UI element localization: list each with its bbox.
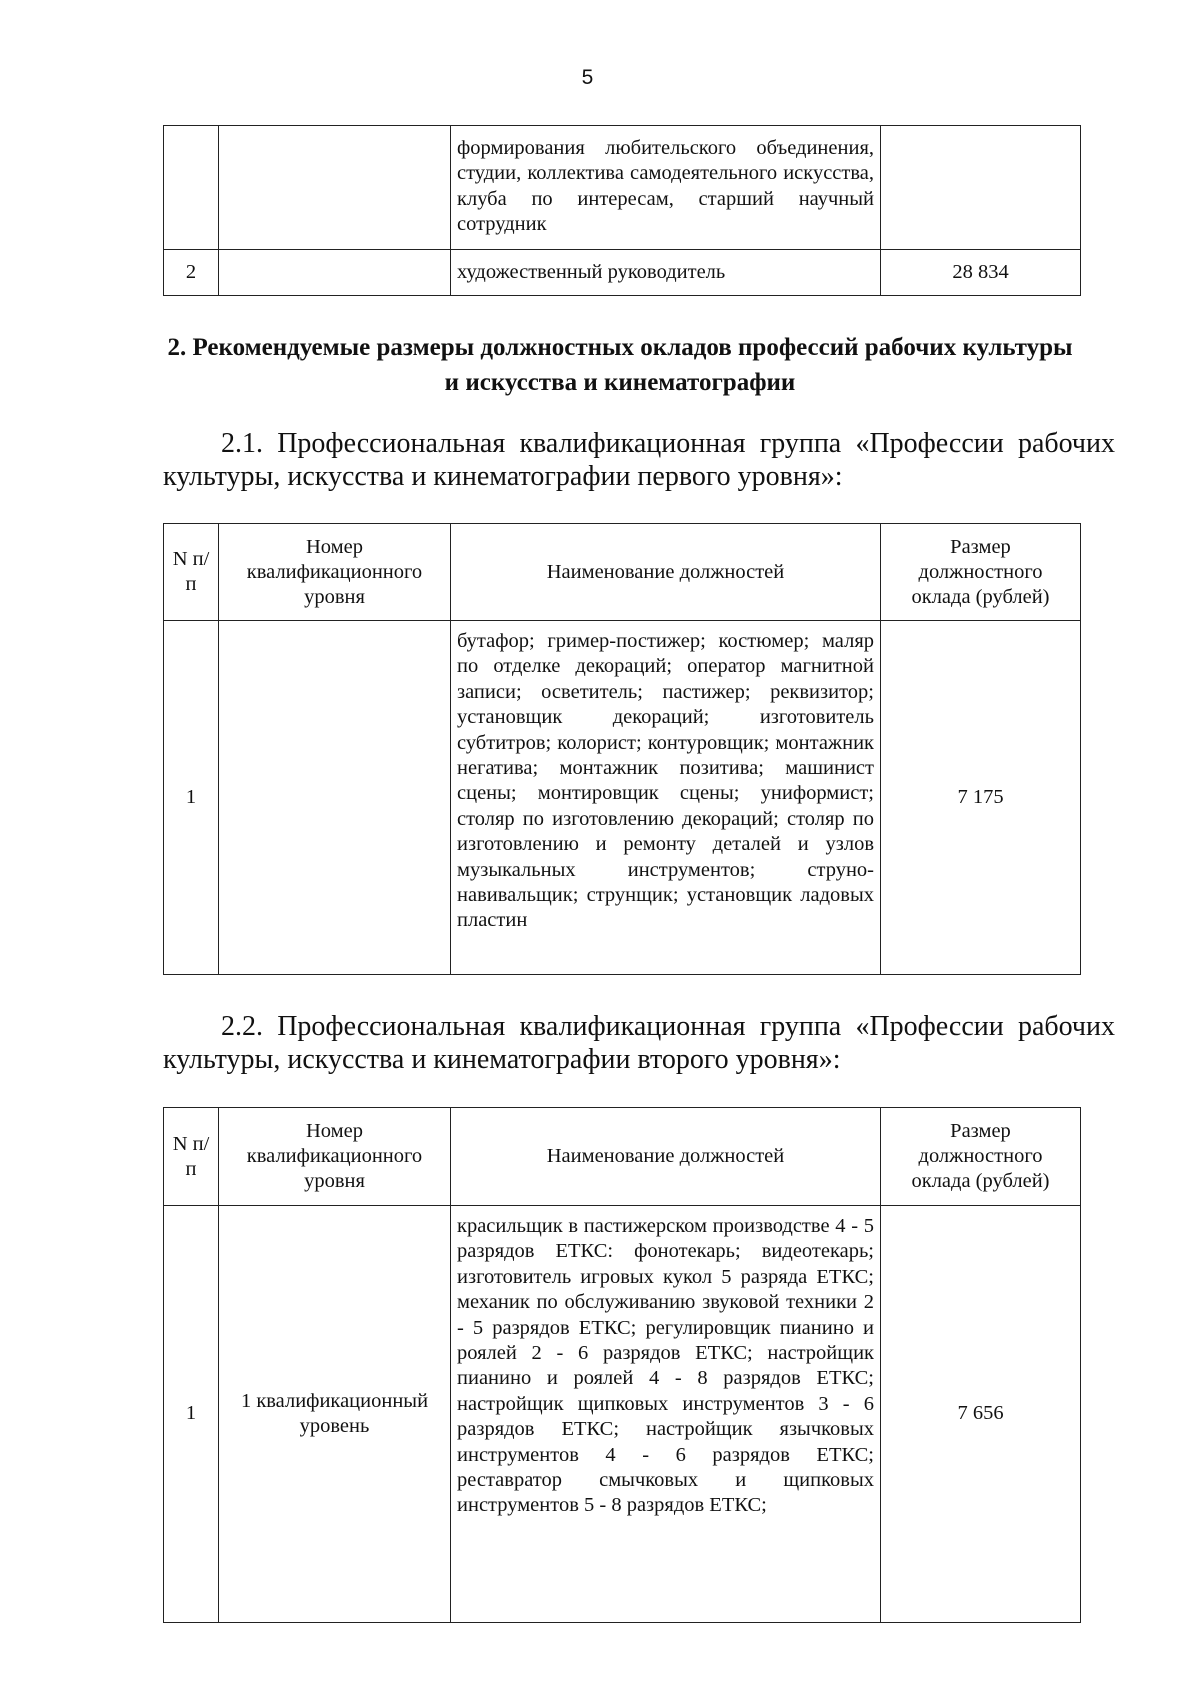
table-row bbox=[164, 250, 1081, 296]
page-number: 5 bbox=[581, 66, 594, 89]
header-level: Номер квалификационного уровня bbox=[219, 1108, 451, 1206]
row-number: 1 bbox=[164, 1206, 219, 1623]
header-positions: Наименование должностей bbox=[451, 1108, 881, 1206]
positions-cell: художественный руководитель bbox=[451, 250, 881, 296]
header-level: Номер квалификационного уровня bbox=[219, 524, 451, 621]
positions-cell: формирования любительского объединения, студии, коллектива самодеятельного искусства, клуба по интересам, старший научный сотрудник bbox=[451, 126, 881, 250]
qualification-level bbox=[219, 126, 451, 250]
header-number: N п/п bbox=[164, 524, 219, 621]
subsection-2-2-text: 2.2. Профессиональная квалификационная группа «Профессии рабочих культуры, искусства и кинематографии второго уровня»: bbox=[163, 1011, 1115, 1075]
row-number: 2 bbox=[164, 250, 219, 296]
salary-cell bbox=[881, 126, 1081, 250]
continued-table bbox=[163, 125, 1081, 296]
salary-cell: 7 175 bbox=[881, 621, 1081, 975]
table-2-1 bbox=[163, 523, 1081, 975]
subsection-2-1-text: 2.1. Профессиональная квалификационная группа «Профессии рабочих культуры, искусства и кинематографии первого уровня»: bbox=[163, 428, 1115, 492]
header-number: N п/п bbox=[164, 1108, 219, 1206]
row-number: 1 bbox=[164, 621, 219, 975]
table-2-2 bbox=[163, 1107, 1081, 1623]
header-positions: Наименование должностей bbox=[451, 524, 881, 621]
row-number bbox=[164, 126, 219, 250]
table-header-row bbox=[164, 524, 1081, 621]
positions-cell: красильщик в пастижерском производстве 4 - 5 разрядов ЕТКС: фонотекарь; видеотекарь; изготовитель игровых кукол 5 разряда ЕТКС; механик по обслуживанию звуковой техники 2 - 5 разрядов ЕТКС; регулировщик пианино и роялей 2 - 6 разрядов ЕТКС; настройщик пианино и роялей 4 - 8 разрядов ЕТКС; настройщик щипковых инструментов 3 - 6 разрядов ЕТКС; настройщик язычковых инструментов 4 - 6 разрядов ЕТКС; реставратор смычковых и щипковых инструментов 5 - 8 разрядов ЕТКС; bbox=[451, 1206, 881, 1623]
header-salary: Размер должностного оклада (рублей) bbox=[881, 524, 1081, 621]
table-row bbox=[164, 621, 1081, 975]
header-salary: Размер должностного оклада (рублей) bbox=[881, 1108, 1081, 1206]
positions-cell: бутафор; гример-постижер; костюмер; маляр по отделке декораций; оператор магнитной записи; осветитель; пастижер; реквизитор; установщик декораций; изготовитель субтитров; колорист; контуровщик; монтажник негатива; монтажник позитива; машинист сцены; монтировщик сцены; униформист; столяр по изготовлению декораций; столяр по изготовлению и ремонту деталей и узлов музыкальных инструментов; струнонавивальщик; струнщик; установщик ладовых пластин bbox=[451, 621, 881, 975]
salary-cell: 28 834 bbox=[881, 250, 1081, 296]
qualification-level: 1 квалификационный уровень bbox=[219, 1206, 451, 1623]
salary-cell: 7 656 bbox=[881, 1206, 1081, 1623]
table-header-row bbox=[164, 1108, 1081, 1206]
table-row bbox=[164, 126, 1081, 250]
qualification-level bbox=[219, 250, 451, 296]
section-heading: 2. Рекомендуемые размеры должностных окладов профессий рабочих культуры и искусства и кинематографии bbox=[167, 334, 1073, 396]
qualification-level bbox=[219, 621, 451, 975]
table-row bbox=[164, 1206, 1081, 1623]
